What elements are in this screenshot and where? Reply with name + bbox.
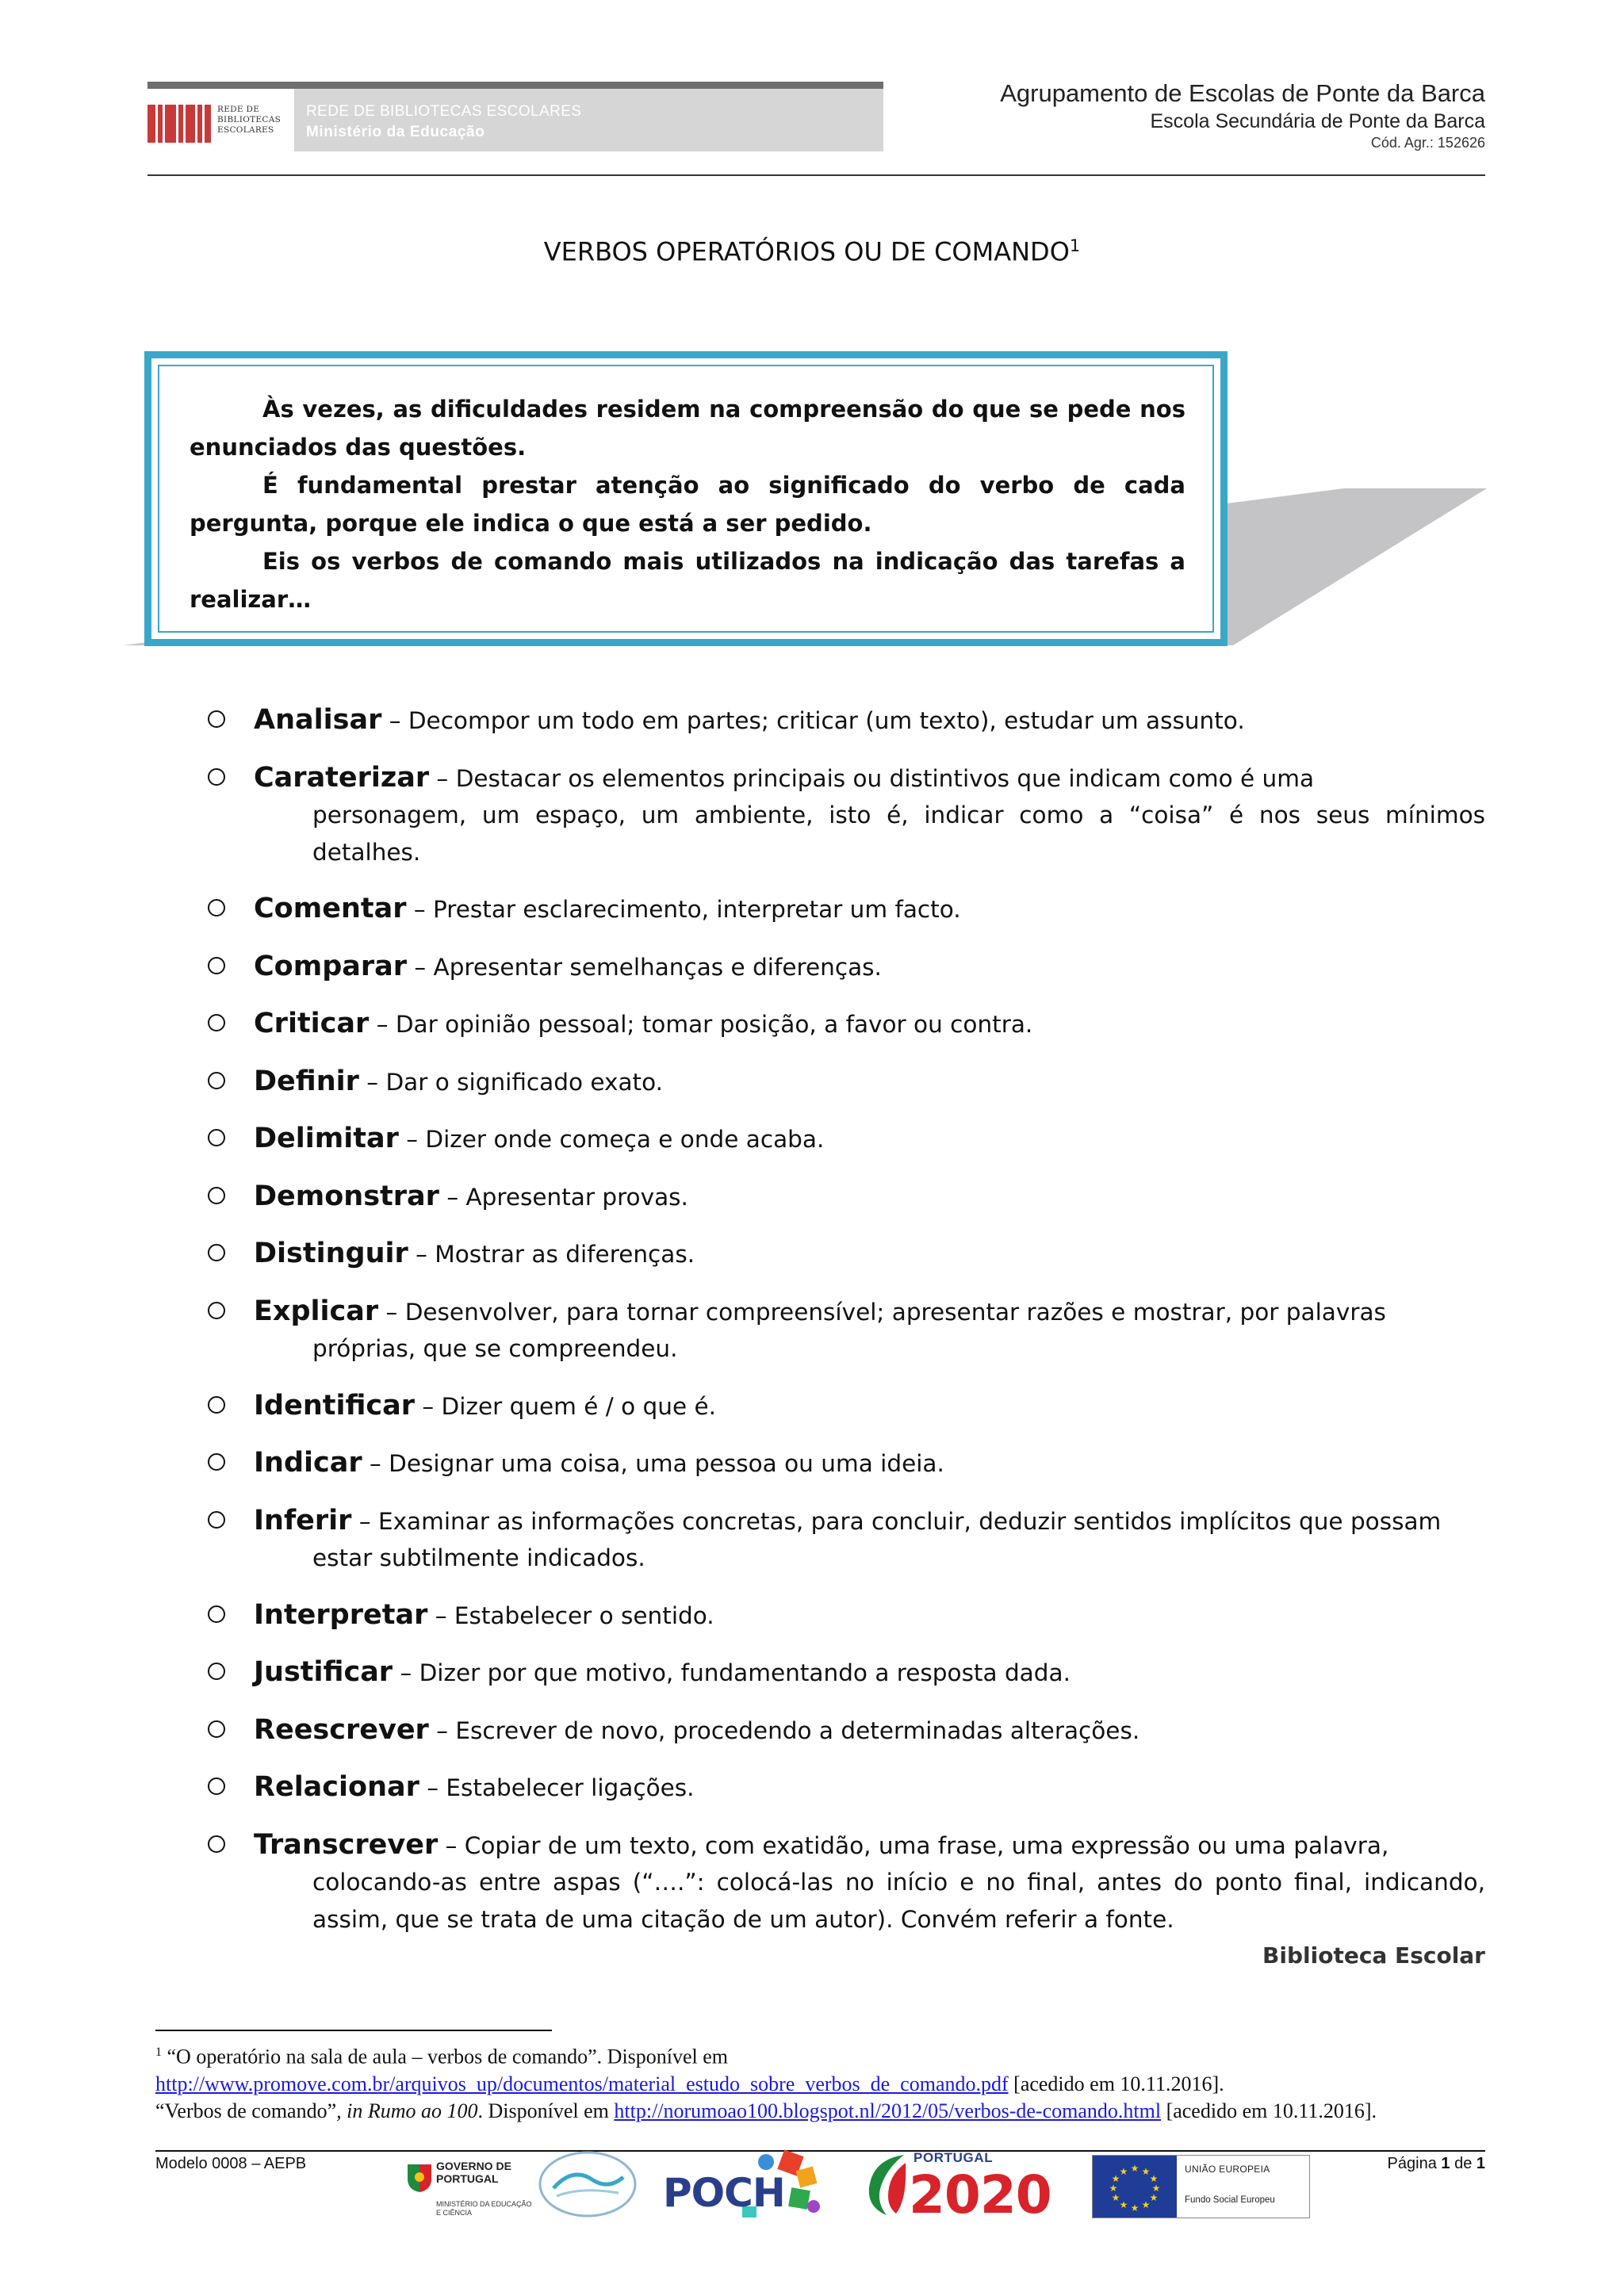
bullet-circle-icon — [208, 1072, 225, 1089]
verb-separator: – — [429, 764, 456, 792]
verb-definition: Dizer quem é / o que é. — [441, 1392, 717, 1420]
verb-separator: – — [378, 1298, 405, 1326]
verb-term: Indicar — [254, 1447, 362, 1479]
svg-text:★: ★ — [1130, 2163, 1139, 2174]
verb-definition: Dizer por que motivo, fundamentando a resposta dada. — [419, 1659, 1071, 1686]
verb-separator: – — [406, 896, 433, 923]
verb-item — [205, 1445, 1485, 1483]
page-title: VERBOS OPERATÓRIOS OU DE COMANDO$^1$ — [543, 236, 1081, 267]
svg-text:★: ★ — [1119, 2199, 1128, 2210]
svg-text:★: ★ — [1109, 2183, 1118, 2194]
page-number: Página 1 de 1 — [1387, 2155, 1485, 2172]
verb-definition: Copiar de um texto, com exatidão, uma frase, uma expressão ou uma palavra, — [464, 1831, 1389, 1859]
gov-portugal-name: GOVERNO DE PORTUGAL — [436, 2160, 511, 2185]
bullet-circle-icon — [208, 1302, 225, 1319]
verb-term: Inferir — [254, 1504, 352, 1536]
verb-item — [205, 1235, 1485, 1273]
verb-item — [205, 1178, 1485, 1216]
model-code: Modelo 0008 – AEPB — [155, 2155, 307, 2172]
school-group-name: Agrupamento de Escolas de Ponte da Barca — [1000, 79, 1485, 107]
footnote — [155, 2039, 1488, 2125]
verb-item — [205, 1827, 1485, 1938]
verb-definition: Apresentar semelhanças e diferenças. — [433, 953, 882, 981]
verb-term: Reescrever — [254, 1713, 429, 1746]
bullet-circle-icon — [208, 710, 225, 728]
verb-item — [205, 760, 1485, 871]
footnote-line — [155, 2071, 1488, 2098]
footnote-line — [155, 2098, 1488, 2125]
verb-definition-continuation: colocando-as entre aspas (“….”: colocá-las no início e no final, antes do ponto final, indicando, assim, que se trata de uma citação de um autor). Convém referir a fonte. — [312, 1869, 1485, 1933]
verb-separator: – — [419, 1774, 446, 1801]
verb-item — [205, 1712, 1485, 1750]
verb-definition-continuation: próprias, que se compreendeu. — [312, 1335, 678, 1362]
verb-separator: – — [358, 1068, 386, 1096]
footnote-link[interactable]: http://norumoao100.blogspot.nl/2012/05/verbos-de-comando.html — [614, 2099, 1162, 2122]
verb-definition: Examinar as informações concretas, para concluir, deduzir sentidos implícitos que possam — [377, 1507, 1442, 1535]
bullet-circle-icon — [208, 1453, 225, 1471]
verb-item — [205, 1120, 1485, 1158]
verb-separator: – — [369, 1011, 396, 1038]
verb-separator: – — [415, 1392, 442, 1420]
verb-separator: – — [362, 1450, 389, 1477]
verb-item — [205, 1293, 1485, 1368]
ministry-education-label: MINISTÉRIO DA EDUCAÇÃO E CIÊNCIA — [436, 2200, 532, 2217]
verb-term: Analisar — [254, 704, 382, 736]
eu-union-label: UNIÃO EUROPEIA — [1185, 2164, 1270, 2175]
signature: Biblioteca Escolar — [1262, 1942, 1485, 1969]
rbe-logo-mini-text: REDE DE BIBLIOTECAS ESCOLARES — [217, 105, 282, 135]
poch-logo-text: POCH — [663, 2170, 785, 2216]
bullet-circle-icon — [208, 957, 225, 974]
verb-definition: Estabelecer ligações. — [446, 1774, 695, 1801]
verb-list — [205, 702, 1485, 1957]
footnote-source-title: “O operatório na sala de aula – verbos de comando”. Disponível em — [167, 2045, 729, 2068]
verb-separator: – — [398, 1126, 426, 1153]
svg-text:★: ★ — [1151, 2183, 1161, 2194]
bullet-circle-icon — [208, 1129, 225, 1146]
rbe-logo-mark — [147, 105, 211, 143]
svg-text:★: ★ — [1130, 2202, 1139, 2214]
verb-separator: – — [438, 1831, 465, 1859]
verb-separator: – — [427, 1601, 454, 1629]
verb-item — [205, 890, 1485, 928]
ministry-name: Ministério da Educação — [306, 124, 485, 140]
verb-term: Criticar — [254, 1008, 370, 1039]
verb-item — [205, 1654, 1485, 1692]
footnote-available: . Disponível em — [477, 2099, 615, 2122]
rbe-logo — [147, 89, 294, 151]
bullet-circle-icon — [208, 1014, 225, 1031]
verb-definition: Designar uma coisa, uma pessoa ou uma ideia. — [389, 1450, 944, 1477]
svg-text:★: ★ — [1111, 2192, 1120, 2203]
library-network-name: REDE DE BIBLIOTECAS ESCOLARES — [306, 103, 582, 120]
footnote-link[interactable]: http://www.promove.com.br/arquivos_up/documentos/material_estudo_sobre_verbos_de_comando.pdf — [155, 2072, 1009, 2095]
title-footnote-ref[interactable]: 1 — [1069, 236, 1081, 255]
verb-definition: Escrever de novo, procedendo a determinadas alterações. — [455, 1716, 1140, 1744]
verb-term: Interpretar — [254, 1598, 428, 1631]
bullet-circle-icon — [208, 1835, 225, 1853]
verb-item — [205, 1769, 1485, 1807]
verb-item — [205, 1387, 1485, 1425]
verb-definition: Mostrar as diferenças. — [435, 1241, 695, 1268]
bullet-circle-icon — [208, 1511, 225, 1529]
portugal-2020-year: 2020 — [909, 2164, 1051, 2225]
footnote-line — [155, 2039, 1488, 2071]
eu-flag-icon — [1093, 2156, 1177, 2218]
svg-text:★: ★ — [1149, 2173, 1159, 2184]
svg-text:★: ★ — [1119, 2166, 1128, 2177]
bullet-circle-icon — [208, 899, 225, 916]
bullet-circle-icon — [208, 768, 225, 786]
intro-paragraph: É fundamental prestar atenção ao significado do verbo de cada pergunta, porque ele indica o que está a ser pedido. — [190, 472, 1185, 537]
portugal-2020-mark — [864, 2152, 909, 2217]
verb-term: Distinguir — [254, 1238, 408, 1269]
verb-item — [205, 948, 1485, 986]
verb-definition: Desenvolver, para tornar compreensível; apresentar razões e mostrar, por palavras — [404, 1298, 1386, 1326]
bullet-circle-icon — [208, 1605, 225, 1623]
school-seal-logo — [538, 2150, 638, 2218]
verb-definition-continuation: estar subtilmente indicados. — [312, 1544, 645, 1571]
footnote-accessed: [acedido em 10.11.2016]. — [1161, 2099, 1377, 2122]
svg-text:★: ★ — [1111, 2173, 1120, 2184]
verb-item — [205, 1063, 1485, 1101]
verb-term: Delimitar — [254, 1123, 399, 1154]
svg-text:★: ★ — [1141, 2166, 1151, 2177]
verb-term: Demonstrar — [254, 1180, 439, 1212]
svg-text:★: ★ — [1141, 2199, 1151, 2210]
school-code: Cód. Agr.: 152626 — [1370, 135, 1485, 151]
gov-portugal-logo — [406, 2161, 433, 2193]
verb-item — [205, 702, 1485, 740]
footnote-number: 1 — [155, 2045, 162, 2059]
verb-term: Justificar — [254, 1656, 393, 1688]
bullet-circle-icon — [208, 1187, 225, 1204]
intro-paragraph: Às vezes, as dificuldades residem na compreensão do que se pede nos enunciados das questões. — [190, 396, 1185, 461]
verb-definition: Dar o significado exato. — [385, 1068, 664, 1096]
verb-item — [205, 1502, 1485, 1577]
verb-definition: Prestar esclarecimento, interpretar um facto. — [432, 896, 961, 923]
bullet-circle-icon — [208, 1244, 225, 1261]
verb-definition: Dizer onde começa e onde acaba. — [425, 1126, 825, 1153]
verb-item — [205, 1597, 1485, 1635]
verb-separator: – — [407, 953, 434, 981]
header-divider — [147, 174, 1485, 176]
portugal-2020-word: PORTUGAL — [914, 2150, 994, 2165]
verb-separator: – — [393, 1659, 419, 1686]
bullet-circle-icon — [208, 1663, 225, 1680]
svg-text:★: ★ — [1149, 2192, 1159, 2203]
verb-definition: Destacar os elementos principais ou distintivos que indicam como é uma — [455, 764, 1315, 792]
verb-definition: Decompor um todo em partes; criticar (um texto), estudar um assunto. — [408, 707, 1245, 734]
footnote-source-title: “Verbos de comando” — [155, 2099, 337, 2122]
verb-separator: – — [408, 1241, 435, 1268]
verb-definition: Apresentar provas. — [465, 1183, 688, 1211]
verb-term: Definir — [254, 1065, 359, 1097]
footnote-divider — [155, 2030, 552, 2031]
verb-definition: Dar opinião pessoal; tomar posição, a favor ou contra. — [395, 1011, 1033, 1038]
verb-term: Caraterizar — [254, 761, 430, 794]
verb-separator: – — [428, 1716, 456, 1744]
verb-term: Comparar — [254, 950, 408, 982]
verb-term: Explicar — [254, 1295, 379, 1327]
verb-separator: – — [351, 1507, 378, 1535]
intro-paragraph: Eis os verbos de comando mais utilizados na indicação das tarefas a realizar… — [190, 548, 1185, 613]
footnote-accessed: [acedido em 10.11.2016]. — [1008, 2072, 1224, 2095]
verb-separator: – — [381, 707, 408, 734]
bullet-circle-icon — [208, 1777, 225, 1795]
bullet-circle-icon — [208, 1396, 225, 1414]
bullet-circle-icon — [208, 1720, 225, 1738]
verb-term: Comentar — [254, 893, 407, 924]
verb-item — [205, 1005, 1485, 1043]
eu-logo — [1092, 2155, 1310, 2218]
eu-fund-label: Fundo Social Europeu — [1185, 2195, 1275, 2205]
verb-definition: Estabelecer o sentido. — [454, 1601, 714, 1629]
verb-term: Relacionar — [254, 1771, 419, 1803]
verb-term: Transcrever — [254, 1828, 439, 1861]
school-name: Escola Secundária de Ponte da Barca — [1150, 110, 1485, 132]
verb-term: Identificar — [254, 1389, 416, 1422]
verb-definition-continuation: personagem, um espaço, um ambiente, isto é, indicar como a “coisa” é nos seus mínimos detalhes. — [312, 802, 1485, 866]
intro-box — [144, 351, 1228, 646]
verb-separator: – — [439, 1183, 466, 1211]
intro-box-inner — [158, 365, 1214, 633]
footnote-source-name: , in Rumo ao 100 — [336, 2099, 478, 2122]
